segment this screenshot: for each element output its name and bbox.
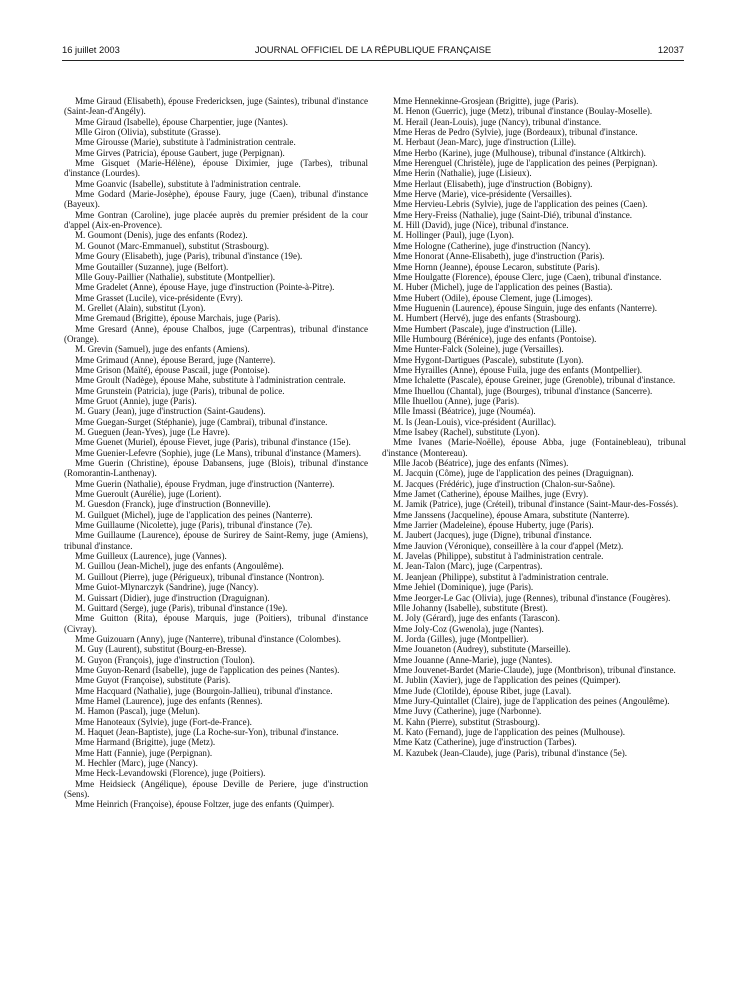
appointment-entry: Mme Hologne (Catherine), juge d'instruction (Nancy). (393, 240, 591, 251)
appointment-entry: Mlle Imassi (Béatrice), juge (Nouméa). (393, 406, 536, 417)
appointment-entry: M. Is (Jean-Louis), vice-président (Aurillac). (393, 416, 557, 427)
appointment-entry: Mme Giraud (Elisabeth), épouse Fredericksen, juge (Saintes), tribunal d'instance (Saint-Jean-d'Angély). (64, 96, 368, 117)
appointment-entry: M. Haquet (Jean-Baptiste), juge (La Roche-sur-Yon), tribunal d'instance. (75, 726, 339, 737)
page-number: 12037 (657, 44, 684, 55)
appointment-entry: Mlle Ihuellou (Anne), juge (Paris). (393, 395, 520, 406)
appointment-entry: Mlle Gouy-Paillier (Nathalie), substitute (Montpellier). (75, 271, 275, 282)
appointment-entry: Mme Grison (Maïté), épouse Pascail, juge (Pontoise). (75, 364, 270, 375)
appointment-entry: M. Jacques (Frédéric), juge d'instruction (Chalon-sur-Saône). (393, 478, 616, 489)
appointment-entry: Mme Hatt (Fannie), juge (Perpignan). (75, 747, 213, 758)
appointment-entry: Mme Goanvic (Isabelle), substitute à l'administration centrale. (75, 178, 301, 189)
appointment-entry: M. Herail (Jean-Louis), juge (Nancy), tribunal d'instance. (393, 116, 602, 127)
header-date: 16 juillet 2003 (62, 44, 120, 55)
appointment-entry: M. Guary (Jean), juge d'instruction (Saint-Gaudens). (75, 406, 266, 417)
appointment-entry: M. Guesdon (Franck), juge d'instruction (Bonneville). (75, 499, 271, 510)
appointment-entry: M. Kato (Fernand), juge de l'application des peines (Mulhouse). (393, 726, 626, 737)
appointment-entry: Mme Jamet (Catherine), épouse Mailhes, juge (Evry). (393, 489, 589, 500)
journal-title: JOURNAL OFFICIEL DE LA RÉPUBLIQUE FRANÇAISE (254, 44, 492, 55)
appointment-entry: Mme Herve (Marie), vice-présidente (Versailles). (393, 189, 572, 200)
appointment-entry: Mme Guizouarn (Anny), juge (Nanterre), tribunal d'instance (Colombes). (75, 633, 341, 644)
appointment-entry: Mme Jude (Clotilde), épouse Ribet, juge (Laval). (393, 685, 572, 696)
appointment-entry: Mme Guenier-Lefevre (Sophie), juge (Le Mans), tribunal d'instance (Mamers). (75, 447, 362, 458)
appointment-entry: Mme Guitton (Rita), épouse Marquis, juge (Poitiers), tribunal d'instance (Civray). (64, 613, 368, 634)
appointment-entry: Mme Girves (Patricia), épouse Gaubert, juge (Perpignan). (75, 147, 285, 158)
header-rule (62, 60, 684, 61)
appointment-entry: Mme Jouaneton (Audrey), substitute (Marseille). (393, 644, 571, 655)
appointment-entry: Mme Gisquet (Marie-Hélène), épouse Diximier, juge (Tarbes), tribunal d'instance (Lourdes). (64, 158, 368, 179)
appointment-entry: Mme Hennekinne-Grosjean (Brigitte), juge (Paris). (393, 96, 579, 106)
appointment-entry: Mme Guyon-Renard (Isabelle), juge de l'application des peines (Nantes). (75, 664, 340, 675)
appointment-entry: Mlle Humbourg (Bérénice), juge des enfants (Pontoise). (393, 333, 597, 344)
appointment-entry: Mme Hamel (Laurence), juge des enfants (Rennes). (75, 695, 263, 706)
appointment-entry: Mme Gruot (Annie), juge (Paris). (75, 395, 197, 406)
appointment-entry: M. Guillout (Pierre), juge (Périgueux), tribunal d'instance (Nontron). (75, 571, 325, 582)
appointment-entry: Mme Jarrier (Madeleine), épouse Huberty, juge (Paris). (393, 520, 594, 531)
appointment-entry: Mme Jouvenet-Bardet (Marie-Claude), juge (Montbrison), tribunal d'instance. (393, 664, 676, 675)
appointment-entry: M. Guyon (François), juge d'instruction (Toulon). (75, 654, 255, 665)
appointment-entry: Mme Grimaud (Anne), épouse Berard, juge (Nanterre). (75, 354, 276, 365)
appointment-entry: M. Hechler (Marc), juge (Nancy). (75, 758, 198, 768)
appointment-entry: M. Guittard (Serge), juge (Paris), tribunal d'instance (19e). (75, 602, 288, 613)
appointment-entry: Mme Grasset (Lucile), vice-présidente (Evry). (75, 292, 243, 303)
appointment-entry: Mme Guegan-Surget (Stéphanie), juge (Cambrai), tribunal d'instance. (75, 416, 328, 427)
appointment-entry: Mme Guenet (Muriel), épouse Fievet, juge (Paris), tribunal d'instance (15e). (75, 437, 351, 448)
appointment-entry: M. Joly (Gérard), juge des enfants (Tarascon). (393, 613, 560, 624)
appointment-entry: Mme Jury-Quintallet (Claire), juge de l'application des peines (Angoulême). (393, 695, 670, 706)
appointment-entry: Mme Godard (Marie-Josèphe), épouse Faury, juge (Caen), tribunal d'instance (Bayeux). (64, 189, 368, 210)
appointment-entry: Mme Hornn (Jeanne), épouse Lecaron, substitute (Paris). (393, 261, 600, 272)
appointment-entry: Mme Goury (Elisabeth), juge (Paris), tribunal d'instance (19e). (75, 251, 303, 262)
appointment-entry: Mme Gremaud (Brigitte), épouse Marchais, juge (Paris). (75, 313, 281, 324)
appointment-entry: Mme Houlgatte (Florence), épouse Clerc, juge (Caen), tribunal d'instance. (393, 271, 662, 282)
appointment-entry: M. Jaubert (Jacques), juge (Digne), tribunal d'instance. (393, 530, 592, 541)
page-header (62, 44, 684, 58)
appointment-entry: Mlle Johanny (Isabelle), substitute (Brest). (393, 602, 548, 613)
appointment-entry: Mme Guiot-Mlynarczyk (Sandrine), juge (Nancy). (75, 582, 259, 593)
appointment-entry: M. Guissart (Didier), juge d'instruction (Draguignan). (75, 592, 270, 603)
appointment-entry: Mme Guilleux (Laurence), juge (Vannes). (75, 551, 227, 562)
appointment-entry: Mme Giraud (Isabelle), épouse Charpentier, juge (Nantes). (75, 116, 288, 127)
appointment-entry: Mme Gueroult (Aurélie), juge (Lorient). (75, 489, 222, 500)
right-column (382, 96, 686, 758)
appointment-entry: M. Henon (Guerric), juge (Metz), tribunal d'instance (Boulay-Moselle). (393, 106, 653, 117)
appointment-entry: M. Goumont (Denis), juge des enfants (Rodez). (75, 230, 248, 241)
appointment-entry: Mme Guerin (Christine), épouse Dabansens, juge (Blois), tribunal d'instance (Romorantin-Lanthenay). (64, 458, 368, 479)
appointment-entry: Mme Jehiel (Dominique), juge (Paris). (393, 582, 534, 593)
appointment-entry: Mme Grunstein (Patricia), juge (Paris), tribunal de police. (75, 385, 285, 396)
appointment-entry: Mme Gontran (Caroline), juge placée auprès du premier président de la cour d'appel (Aix-en-Provence). (64, 209, 368, 231)
appointment-entry: M. Hamon (Pascal), juge (Melun). (75, 706, 200, 717)
appointment-entry: M. Jean-Talon (Marc), juge (Carpentras). (393, 561, 543, 572)
appointment-entry: M. Hill (David), juge (Nice), tribunal d'instance. (393, 220, 569, 231)
appointment-entry: M. Humbert (Hervé), juge des enfants (Strasbourg). (393, 313, 581, 324)
appointment-entry: Mme Jeorger-Le Gac (Olivia), juge (Rennes), tribunal d'instance (Fougères). (393, 592, 671, 603)
appointment-entry: Mme Hunter-Falck (Soleine), juge (Versailles). (393, 344, 564, 355)
appointment-entry: Mme Huguenin (Laurence), épouse Singuin, juge des enfants (Nanterre). (393, 302, 658, 313)
appointment-entry: M. Gueguen (Jean-Yves), juge (Le Havre). (75, 427, 230, 437)
appointment-entry: Mme Herlaut (Elisabeth), juge d'instruction (Bobigny). (393, 178, 593, 189)
appointment-entry: Mme Hanoteaux (Sylvie), juge (Fort-de-France). (75, 716, 252, 727)
appointment-entry: Mme Guillaume (Nicolette), juge (Paris), tribunal d'instance (7e). (75, 520, 313, 531)
appointment-entry: Mme Isabey (Rachel), substitute (Lyon). (393, 427, 540, 437)
appointment-entry: Mlle Giron (Olivia), substitute (Grasse). (75, 127, 221, 138)
appointment-entry: Mme Goutailler (Suzanne), juge (Belfort). (75, 261, 229, 272)
appointment-entry: Mme Guerin (Nathalie), épouse Frydman, juge d'instruction (Nanterre). (75, 478, 335, 489)
appointment-entry: Mlle Jacob (Béatrice), juge des enfants (Nîmes). (393, 458, 569, 469)
appointment-entry: Mme Hervieu-Lebris (Sylvie), juge de l'application des peines (Caen). (393, 199, 648, 210)
appointment-entry: Mme Humbert (Pascale), juge d'instruction (Lille). (393, 323, 577, 334)
appointment-entry: Mme Guillaume (Laurence), épouse de Surirey de Saint-Remy, juge (Amiens), tribunal d'instance. (64, 530, 368, 551)
appointment-entry: Mme Hery-Freiss (Nathalie), juge (Saint-Dié), tribunal d'instance. (393, 209, 633, 220)
appointment-entry: Mme Guyot (Françoise), substitute (Paris). (75, 675, 231, 686)
appointment-entry: M. Herbaut (Jean-Marc), juge d'instruction (Lille). (393, 137, 577, 148)
appointment-entry: Mme Ichalette (Pascale), épouse Greiner, juge (Grenoble), tribunal d'instance. (393, 375, 676, 386)
appointment-entry: Mme Harmand (Brigitte), juge (Metz). (75, 737, 216, 748)
appointment-entry: M. Jacquin (Côme), juge de l'application des peines (Draguignan). (393, 468, 634, 479)
appointment-entry: M. Hollinger (Paul), juge (Lyon). (393, 230, 514, 241)
appointment-entry: Mme Janssens (Jacqueline), épouse Amara, substitute (Nanterre). (393, 509, 630, 520)
appointment-entry: Mme Hacquard (Nathalie), juge (Bourgoin-Jallieu), tribunal d'instance. (75, 685, 333, 696)
appointment-entry: Mme Heck-Levandowski (Florence), juge (Poitiers). (75, 768, 266, 779)
appointment-entry: Mme Joly-Coz (Gwenola), juge (Nantes). (393, 623, 544, 634)
appointment-entry: M. Jamik (Patrice), juge (Créteil), tribunal d'instance (Saint-Maur-des-Fossés). (393, 499, 679, 510)
left-column (64, 96, 368, 810)
appointment-entry: Mme Herenguel (Christèle), juge de l'application des peines (Perpignan). (393, 158, 658, 169)
appointment-entry: M. Kahn (Pierre), substitut (Strasbourg). (393, 716, 540, 727)
appointment-entry: Mme Heras de Pedro (Sylvie), juge (Bordeaux), tribunal d'instance. (393, 127, 638, 138)
appointment-entry: Mme Herbo (Karine), juge (Mulhouse), tribunal d'instance (Altkirch). (393, 147, 646, 158)
appointment-entry: Mme Ivanes (Marie-Noëlle), épouse Abba, juge (Fontainebleau), tribunal d'instance (Montereau). (382, 437, 686, 458)
appointment-entry: Mme Gradelet (Anne), épouse Haye, juge d'instruction (Pointe-à-Pitre). (75, 282, 335, 293)
appointment-entry: Mme Gresard (Anne), épouse Chalbos, juge (Carpentras), tribunal d'instance (Orange). (64, 323, 368, 344)
appointment-entry: M. Guillou (Jean-Michel), juge des enfants (Angoulême). (75, 561, 284, 572)
appointment-entry: M. Guy (Laurent), substitut (Bourg-en-Bresse). (75, 644, 247, 655)
appointment-entry: M. Gounot (Marc-Emmanuel), substitut (Strasbourg). (75, 240, 270, 251)
appointment-entry: Mme Heinrich (Françoise), épouse Foltzer, juge des enfants (Quimper). (75, 799, 335, 810)
appointment-entry: Mme Hubert (Odile), épouse Clement, juge (Limoges). (393, 292, 593, 303)
appointment-entry: Mme Jauvion (Véronique), conseillère à la cour d'appel (Metz). (393, 540, 624, 551)
appointment-entry: Mme Honorat (Anne-Elisabeth), juge d'instruction (Paris). (393, 251, 605, 262)
appointment-entry: Mme Jouanne (Anne-Marie), juge (Nantes). (393, 654, 553, 665)
appointment-entry: M. Kazubek (Jean-Claude), juge (Paris), tribunal d'instance (5e). (393, 747, 628, 758)
appointment-entry: M. Grellet (Alain), substitut (Lyon). (75, 302, 206, 313)
appointment-entry: Mme Katz (Catherine), juge d'instruction (Tarbes). (393, 737, 577, 748)
appointment-entry: Mme Heidsieck (Angélique), épouse Deville de Periere, juge d'instruction (Sens). (64, 778, 368, 800)
appointment-entry: Mme Groult (Nadège), épouse Mahe, substitute à l'administration centrale. (75, 375, 346, 386)
appointment-entry: Mme Girousse (Marie), substitute à l'administration centrale. (75, 137, 296, 148)
appointment-entry: Mme Juvy (Catherine), juge (Narbonne). (393, 706, 542, 717)
appointment-entry: M. Grevin (Samuel), juge des enfants (Amiens). (75, 344, 250, 355)
appointment-entry: Mme Ihuellou (Chantal), juge (Bourges), tribunal d'instance (Sancerre). (393, 385, 653, 396)
appointment-entry: Mme Herin (Nathalie), juge (Lisieux). (393, 168, 532, 179)
appointment-entry: M. Javelas (Philippe), substitut à l'administration centrale. (393, 551, 604, 562)
appointment-entry: M. Huber (Michel), juge de l'application des peines (Bastia). (393, 282, 613, 293)
appointment-entry: M. Jorda (Gilles), juge (Montpellier). (393, 633, 529, 644)
appointment-entry: M. Jeanjean (Philippe), substitut à l'administration centrale. (393, 571, 609, 582)
appointment-entry: Mme Hyrailles (Anne), épouse Fuila, juge des enfants (Montpellier). (393, 364, 642, 375)
appointment-entry: M. Jublin (Xavier), juge de l'application des peines (Quimper). (393, 675, 621, 686)
appointment-entry: M. Guilguet (Michel), juge de l'application des peines (Nanterre). (75, 509, 313, 520)
appointment-entry: Mme Hygont-Dartigues (Pascale), substitute (Lyon). (393, 354, 584, 365)
